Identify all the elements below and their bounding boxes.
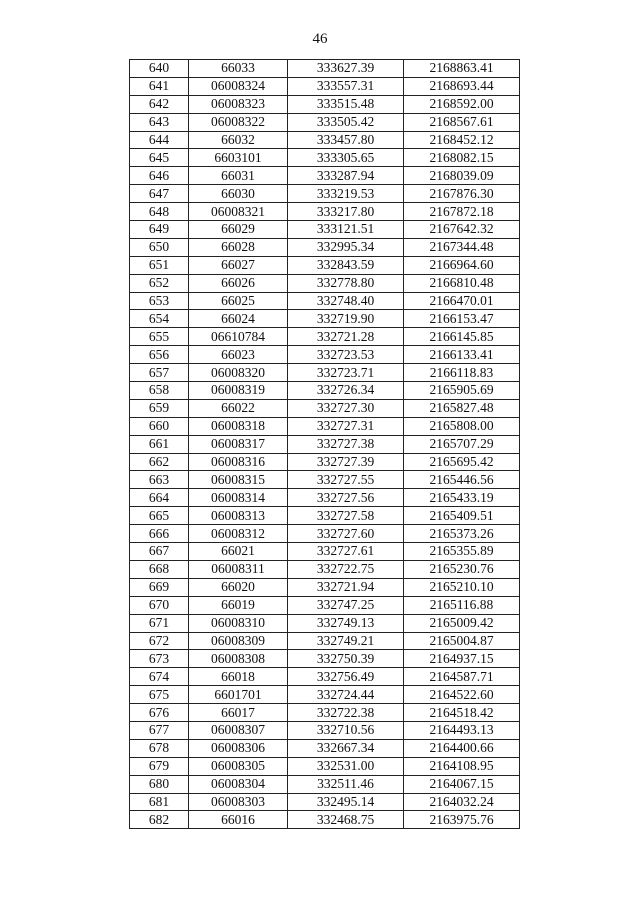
y-coordinate-cell: 2163975.76 xyxy=(404,811,520,829)
y-coordinate-cell: 2165707.29 xyxy=(404,435,520,453)
table-row xyxy=(130,757,520,775)
x-coordinate-cell: 333457.80 xyxy=(288,131,404,149)
table-row xyxy=(130,596,520,614)
x-coordinate-cell: 332778.80 xyxy=(288,274,404,292)
table-row xyxy=(130,811,520,829)
x-coordinate-cell: 332721.94 xyxy=(288,578,404,596)
y-coordinate-cell: 2168082.15 xyxy=(404,149,520,167)
y-coordinate-cell: 2166470.01 xyxy=(404,292,520,310)
y-coordinate-cell: 2168039.09 xyxy=(404,167,520,185)
table-row xyxy=(130,775,520,793)
y-coordinate-cell: 2164493.13 xyxy=(404,721,520,739)
table-row xyxy=(130,256,520,274)
point-number-cell: 674 xyxy=(130,668,189,686)
table-row xyxy=(130,525,520,543)
x-coordinate-cell: 333305.65 xyxy=(288,149,404,167)
table-row xyxy=(130,77,520,95)
y-coordinate-cell: 2164937.15 xyxy=(404,650,520,668)
point-number-cell: 654 xyxy=(130,310,189,328)
y-coordinate-cell: 2165230.76 xyxy=(404,560,520,578)
x-coordinate-cell: 333557.31 xyxy=(288,77,404,95)
x-coordinate-cell: 332843.59 xyxy=(288,256,404,274)
table-row xyxy=(130,793,520,811)
point-id-cell: 06008305 xyxy=(189,757,288,775)
point-number-cell: 640 xyxy=(130,60,189,78)
table-row xyxy=(130,704,520,722)
y-coordinate-cell: 2165210.10 xyxy=(404,578,520,596)
x-coordinate-cell: 332723.71 xyxy=(288,364,404,382)
point-number-cell: 664 xyxy=(130,489,189,507)
x-coordinate-cell: 332749.13 xyxy=(288,614,404,632)
point-number-cell: 681 xyxy=(130,793,189,811)
table-row xyxy=(130,721,520,739)
x-coordinate-cell: 332719.90 xyxy=(288,310,404,328)
point-number-cell: 655 xyxy=(130,328,189,346)
y-coordinate-cell: 2166153.47 xyxy=(404,310,520,328)
page-number: 46 xyxy=(312,31,328,47)
point-id-cell: 66028 xyxy=(189,238,288,256)
y-coordinate-cell: 2167344.48 xyxy=(404,238,520,256)
table-row xyxy=(130,668,520,686)
point-id-cell: 06008304 xyxy=(189,775,288,793)
x-coordinate-cell: 333515.48 xyxy=(288,95,404,113)
x-coordinate-cell: 332727.30 xyxy=(288,399,404,417)
x-coordinate-cell: 332727.56 xyxy=(288,489,404,507)
point-number-cell: 680 xyxy=(130,775,189,793)
y-coordinate-cell: 2164067.15 xyxy=(404,775,520,793)
table-row xyxy=(130,543,520,561)
point-id-cell: 06610784 xyxy=(189,328,288,346)
x-coordinate-cell: 332468.75 xyxy=(288,811,404,829)
table-row xyxy=(130,113,520,131)
point-id-cell: 06008314 xyxy=(189,489,288,507)
point-number-cell: 662 xyxy=(130,453,189,471)
point-id-cell: 06008312 xyxy=(189,525,288,543)
x-coordinate-cell: 332727.38 xyxy=(288,435,404,453)
x-coordinate-cell: 332727.39 xyxy=(288,453,404,471)
point-number-cell: 675 xyxy=(130,686,189,704)
point-number-cell: 676 xyxy=(130,704,189,722)
table-row xyxy=(130,382,520,400)
point-id-cell: 06008321 xyxy=(189,203,288,221)
table-row xyxy=(130,435,520,453)
y-coordinate-cell: 2168592.00 xyxy=(404,95,520,113)
table-row xyxy=(130,60,520,78)
point-number-cell: 671 xyxy=(130,614,189,632)
point-id-cell: 66025 xyxy=(189,292,288,310)
y-coordinate-cell: 2165409.51 xyxy=(404,507,520,525)
x-coordinate-cell: 333121.51 xyxy=(288,221,404,239)
y-coordinate-cell: 2166964.60 xyxy=(404,256,520,274)
y-coordinate-cell: 2165695.42 xyxy=(404,453,520,471)
x-coordinate-cell: 332750.39 xyxy=(288,650,404,668)
y-coordinate-cell: 2168567.61 xyxy=(404,113,520,131)
point-id-cell: 06008315 xyxy=(189,471,288,489)
y-coordinate-cell: 2164400.66 xyxy=(404,739,520,757)
x-coordinate-cell: 332727.60 xyxy=(288,525,404,543)
point-number-cell: 670 xyxy=(130,596,189,614)
table-row xyxy=(130,221,520,239)
point-id-cell: 66017 xyxy=(189,704,288,722)
point-id-cell: 66022 xyxy=(189,399,288,417)
table-row xyxy=(130,328,520,346)
point-id-cell: 66023 xyxy=(189,346,288,364)
x-coordinate-cell: 332995.34 xyxy=(288,238,404,256)
point-number-cell: 652 xyxy=(130,274,189,292)
point-id-cell: 66031 xyxy=(189,167,288,185)
point-number-cell: 648 xyxy=(130,203,189,221)
table-row xyxy=(130,650,520,668)
point-id-cell: 6601701 xyxy=(189,686,288,704)
point-id-cell: 06008311 xyxy=(189,560,288,578)
point-id-cell: 06008308 xyxy=(189,650,288,668)
point-id-cell: 66026 xyxy=(189,274,288,292)
table-row xyxy=(130,399,520,417)
point-number-cell: 644 xyxy=(130,131,189,149)
point-id-cell: 06008316 xyxy=(189,453,288,471)
point-id-cell: 66018 xyxy=(189,668,288,686)
point-id-cell: 66016 xyxy=(189,811,288,829)
y-coordinate-cell: 2166118.83 xyxy=(404,364,520,382)
table-row xyxy=(130,131,520,149)
point-id-cell: 06008313 xyxy=(189,507,288,525)
point-id-cell: 66030 xyxy=(189,185,288,203)
y-coordinate-cell: 2165116.88 xyxy=(404,596,520,614)
coordinates-table xyxy=(129,59,520,829)
y-coordinate-cell: 2167876.30 xyxy=(404,185,520,203)
point-number-cell: 659 xyxy=(130,399,189,417)
table-row xyxy=(130,578,520,596)
point-number-cell: 657 xyxy=(130,364,189,382)
y-coordinate-cell: 2168863.41 xyxy=(404,60,520,78)
point-id-cell: 06008320 xyxy=(189,364,288,382)
point-number-cell: 672 xyxy=(130,632,189,650)
x-coordinate-cell: 333505.42 xyxy=(288,113,404,131)
table-row xyxy=(130,167,520,185)
y-coordinate-cell: 2167872.18 xyxy=(404,203,520,221)
point-number-cell: 668 xyxy=(130,560,189,578)
point-number-cell: 661 xyxy=(130,435,189,453)
x-coordinate-cell: 332727.61 xyxy=(288,543,404,561)
point-number-cell: 673 xyxy=(130,650,189,668)
point-id-cell: 06008310 xyxy=(189,614,288,632)
point-number-cell: 642 xyxy=(130,95,189,113)
table-row xyxy=(130,364,520,382)
x-coordinate-cell: 332722.38 xyxy=(288,704,404,722)
x-coordinate-cell: 332495.14 xyxy=(288,793,404,811)
point-number-cell: 643 xyxy=(130,113,189,131)
point-number-cell: 678 xyxy=(130,739,189,757)
x-coordinate-cell: 333627.39 xyxy=(288,60,404,78)
table-row xyxy=(130,686,520,704)
y-coordinate-cell: 2164587.71 xyxy=(404,668,520,686)
y-coordinate-cell: 2166133.41 xyxy=(404,346,520,364)
point-number-cell: 679 xyxy=(130,757,189,775)
x-coordinate-cell: 333287.94 xyxy=(288,167,404,185)
y-coordinate-cell: 2166145.85 xyxy=(404,328,520,346)
point-number-cell: 641 xyxy=(130,77,189,95)
x-coordinate-cell: 332747.25 xyxy=(288,596,404,614)
x-coordinate-cell: 332721.28 xyxy=(288,328,404,346)
point-number-cell: 660 xyxy=(130,417,189,435)
point-number-cell: 656 xyxy=(130,346,189,364)
point-id-cell: 06008306 xyxy=(189,739,288,757)
point-number-cell: 646 xyxy=(130,167,189,185)
point-id-cell: 06008324 xyxy=(189,77,288,95)
y-coordinate-cell: 2164108.95 xyxy=(404,757,520,775)
point-number-cell: 650 xyxy=(130,238,189,256)
y-coordinate-cell: 2165009.42 xyxy=(404,614,520,632)
x-coordinate-cell: 332511.46 xyxy=(288,775,404,793)
x-coordinate-cell: 332726.34 xyxy=(288,382,404,400)
point-id-cell: 06008303 xyxy=(189,793,288,811)
table-row xyxy=(130,95,520,113)
y-coordinate-cell: 2168452.12 xyxy=(404,131,520,149)
coordinates-table-body xyxy=(130,60,520,829)
x-coordinate-cell: 332724.44 xyxy=(288,686,404,704)
point-id-cell: 06008322 xyxy=(189,113,288,131)
y-coordinate-cell: 2165373.26 xyxy=(404,525,520,543)
x-coordinate-cell: 332748.40 xyxy=(288,292,404,310)
x-coordinate-cell: 332710.56 xyxy=(288,721,404,739)
y-coordinate-cell: 2165446.56 xyxy=(404,471,520,489)
y-coordinate-cell: 2165355.89 xyxy=(404,543,520,561)
table-row xyxy=(130,292,520,310)
point-id-cell: 66027 xyxy=(189,256,288,274)
table-row xyxy=(130,507,520,525)
point-id-cell: 06008323 xyxy=(189,95,288,113)
point-number-cell: 645 xyxy=(130,149,189,167)
table-row xyxy=(130,149,520,167)
point-id-cell: 66019 xyxy=(189,596,288,614)
x-coordinate-cell: 332756.49 xyxy=(288,668,404,686)
point-number-cell: 669 xyxy=(130,578,189,596)
table-row xyxy=(130,471,520,489)
x-coordinate-cell: 332531.00 xyxy=(288,757,404,775)
y-coordinate-cell: 2165905.69 xyxy=(404,382,520,400)
y-coordinate-cell: 2168693.44 xyxy=(404,77,520,95)
point-id-cell: 06008309 xyxy=(189,632,288,650)
point-id-cell: 66029 xyxy=(189,221,288,239)
table-row xyxy=(130,489,520,507)
x-coordinate-cell: 333217.80 xyxy=(288,203,404,221)
table-row xyxy=(130,185,520,203)
point-number-cell: 682 xyxy=(130,811,189,829)
x-coordinate-cell: 332723.53 xyxy=(288,346,404,364)
x-coordinate-cell: 332722.75 xyxy=(288,560,404,578)
point-number-cell: 677 xyxy=(130,721,189,739)
y-coordinate-cell: 2167642.32 xyxy=(404,221,520,239)
point-id-cell: 06008307 xyxy=(189,721,288,739)
table-row xyxy=(130,274,520,292)
point-number-cell: 651 xyxy=(130,256,189,274)
point-number-cell: 663 xyxy=(130,471,189,489)
table-row xyxy=(130,238,520,256)
y-coordinate-cell: 2164522.60 xyxy=(404,686,520,704)
table-row xyxy=(130,739,520,757)
x-coordinate-cell: 332727.55 xyxy=(288,471,404,489)
table-row xyxy=(130,346,520,364)
point-id-cell: 66024 xyxy=(189,310,288,328)
point-number-cell: 667 xyxy=(130,543,189,561)
table-row xyxy=(130,560,520,578)
y-coordinate-cell: 2165433.19 xyxy=(404,489,520,507)
point-id-cell: 06008319 xyxy=(189,382,288,400)
y-coordinate-cell: 2166810.48 xyxy=(404,274,520,292)
y-coordinate-cell: 2165004.87 xyxy=(404,632,520,650)
point-id-cell: 6603101 xyxy=(189,149,288,167)
point-id-cell: 66020 xyxy=(189,578,288,596)
point-number-cell: 666 xyxy=(130,525,189,543)
point-id-cell: 06008317 xyxy=(189,435,288,453)
point-id-cell: 06008318 xyxy=(189,417,288,435)
point-number-cell: 658 xyxy=(130,382,189,400)
table-row xyxy=(130,453,520,471)
x-coordinate-cell: 332727.58 xyxy=(288,507,404,525)
point-id-cell: 66032 xyxy=(189,131,288,149)
point-id-cell: 66033 xyxy=(189,60,288,78)
table-row xyxy=(130,632,520,650)
point-number-cell: 647 xyxy=(130,185,189,203)
point-id-cell: 66021 xyxy=(189,543,288,561)
table-row xyxy=(130,417,520,435)
point-number-cell: 649 xyxy=(130,221,189,239)
y-coordinate-cell: 2164518.42 xyxy=(404,704,520,722)
point-number-cell: 653 xyxy=(130,292,189,310)
x-coordinate-cell: 332749.21 xyxy=(288,632,404,650)
point-number-cell: 665 xyxy=(130,507,189,525)
x-coordinate-cell: 332727.31 xyxy=(288,417,404,435)
y-coordinate-cell: 2164032.24 xyxy=(404,793,520,811)
y-coordinate-cell: 2165808.00 xyxy=(404,417,520,435)
x-coordinate-cell: 333219.53 xyxy=(288,185,404,203)
y-coordinate-cell: 2165827.48 xyxy=(404,399,520,417)
table-row xyxy=(130,203,520,221)
x-coordinate-cell: 332667.34 xyxy=(288,739,404,757)
table-row xyxy=(130,614,520,632)
table-row xyxy=(130,310,520,328)
